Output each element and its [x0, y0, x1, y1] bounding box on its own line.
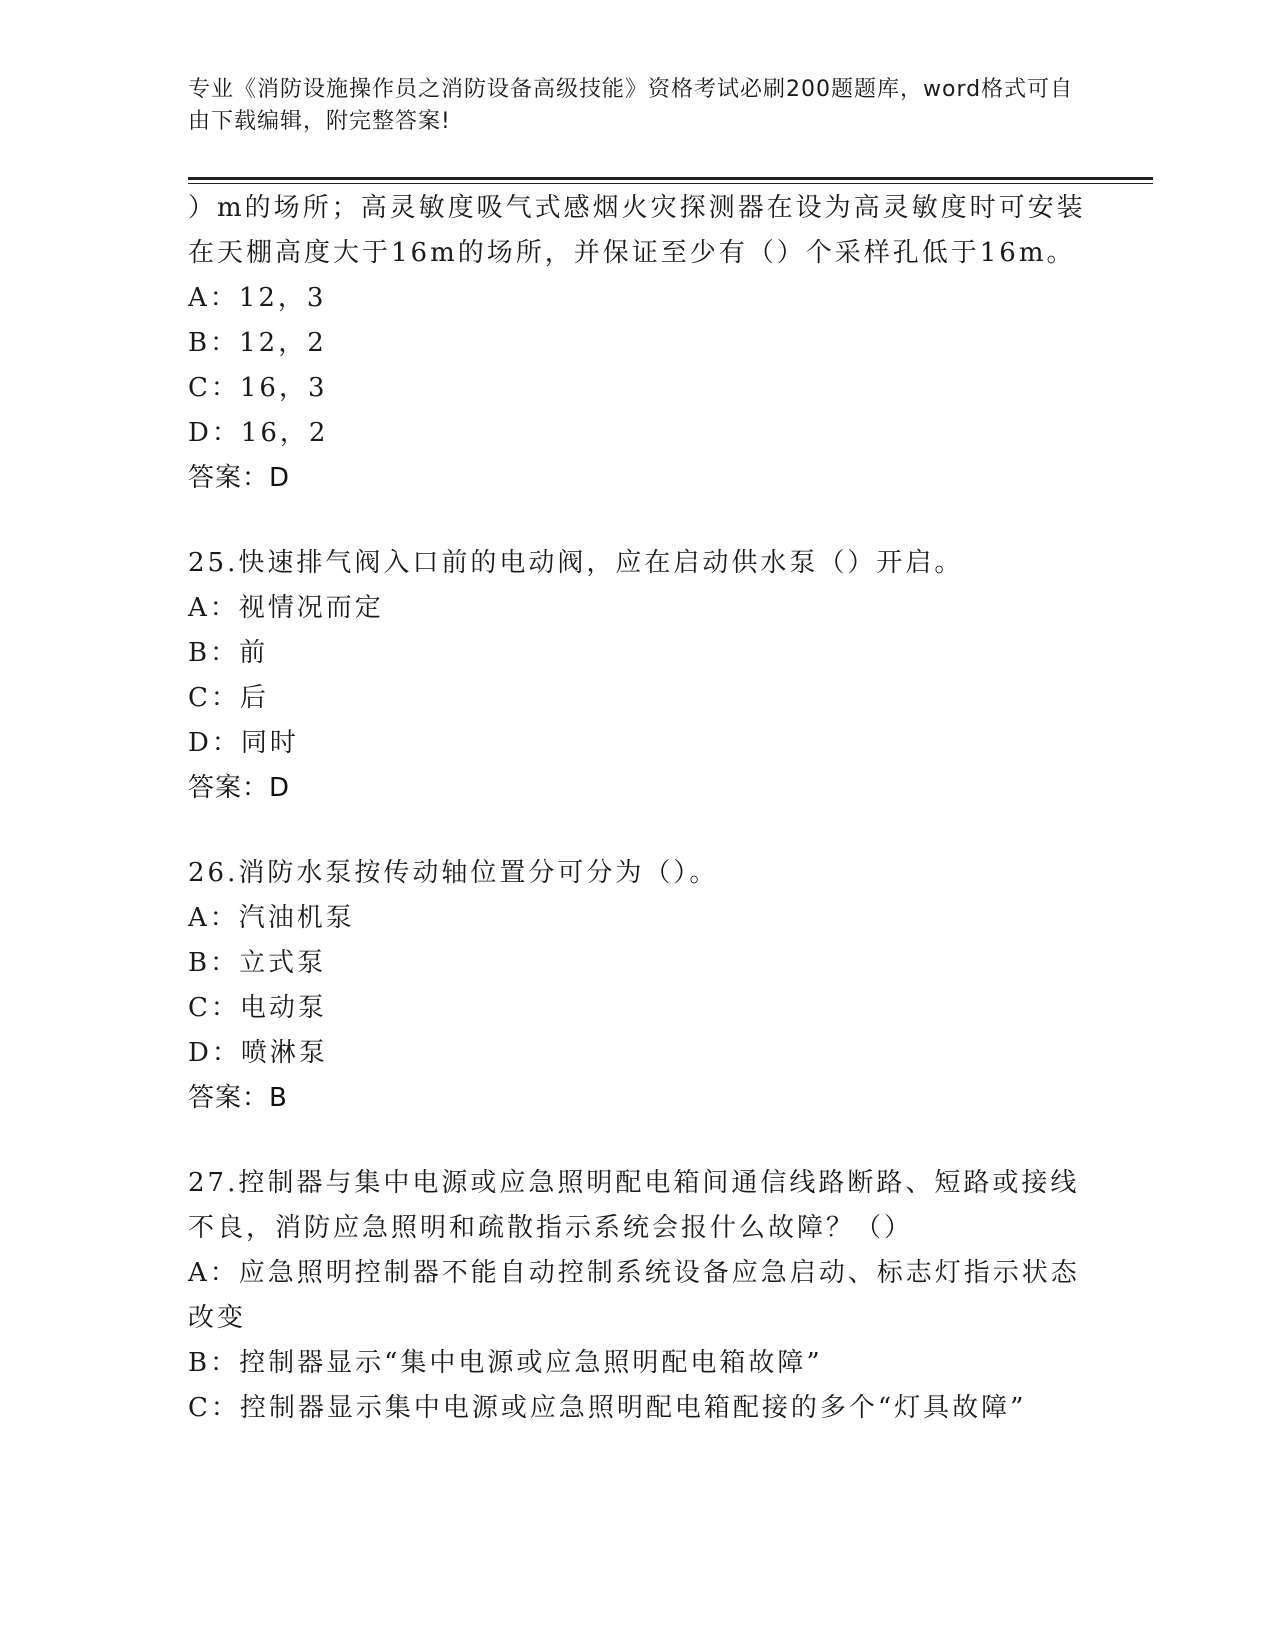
question-text: 在天棚高度大于16m的场所，并保证至少有（）个采样孔低于16m。: [188, 238, 1076, 268]
question-continued: [188, 186, 1088, 501]
document-header: 专业《消防设施操作员之消防设备高级技能》资格考试必刷200题题库，word格式可自由下载编辑，附完整答案!: [188, 77, 1074, 134]
option-a: A：应急照明控制器不能自动控制系统设备应急启动、标志灯指示状态: [188, 1258, 1080, 1288]
option-b: B：前: [188, 638, 269, 668]
option-d: D：喷淋泵: [188, 1038, 328, 1068]
option-d: D：同时: [188, 728, 299, 758]
option-a-continued: 改变: [188, 1303, 247, 1333]
question-text: ）m的场所；高灵敏度吸气式感烟火灾探测器在设为高灵敏度时可安装: [188, 193, 1086, 223]
answer-line: 答案：B: [188, 1083, 288, 1113]
answer-line: 答案：D: [188, 773, 291, 803]
option-b: B：12，2: [188, 328, 327, 358]
question-list: [188, 186, 1088, 1431]
option-b: B：立式泵: [188, 948, 327, 978]
question-text: 27.控制器与集中电源或应急照明配电箱间通信线路断路、短路或接线: [188, 1168, 1080, 1198]
question-26: [188, 851, 1088, 1121]
question-text: 26.消防水泵按传动轴位置分可分为（）。: [188, 858, 719, 888]
header-rule-thick: [188, 177, 1153, 180]
option-c: C：控制器显示集中电源或应急照明配电箱配接的多个“灯具故障”: [188, 1393, 1027, 1423]
option-c: C：16，3: [188, 373, 328, 403]
answer-line: 答案：D: [188, 463, 291, 493]
option-a: A：视情况而定: [188, 593, 384, 623]
option-a: A：12，3: [188, 283, 327, 313]
option-b: B：控制器显示“集中电源或应急照明配电箱故障”: [188, 1348, 823, 1378]
question-25: [188, 541, 1088, 811]
question-text: 不良，消防应急照明和疏散指示系统会报什么故障？（）: [188, 1213, 914, 1243]
option-c: C：后: [188, 683, 269, 713]
question-text: 25.快速排气阀入口前的电动阀，应在启动供水泵（）开启。: [188, 548, 964, 578]
option-d: D：16，2: [188, 418, 329, 448]
option-c: C：电动泵: [188, 993, 327, 1023]
option-a: A：汽油机泵: [188, 903, 355, 933]
question-27: [188, 1161, 1088, 1431]
header-rule-thin: [188, 183, 1153, 184]
